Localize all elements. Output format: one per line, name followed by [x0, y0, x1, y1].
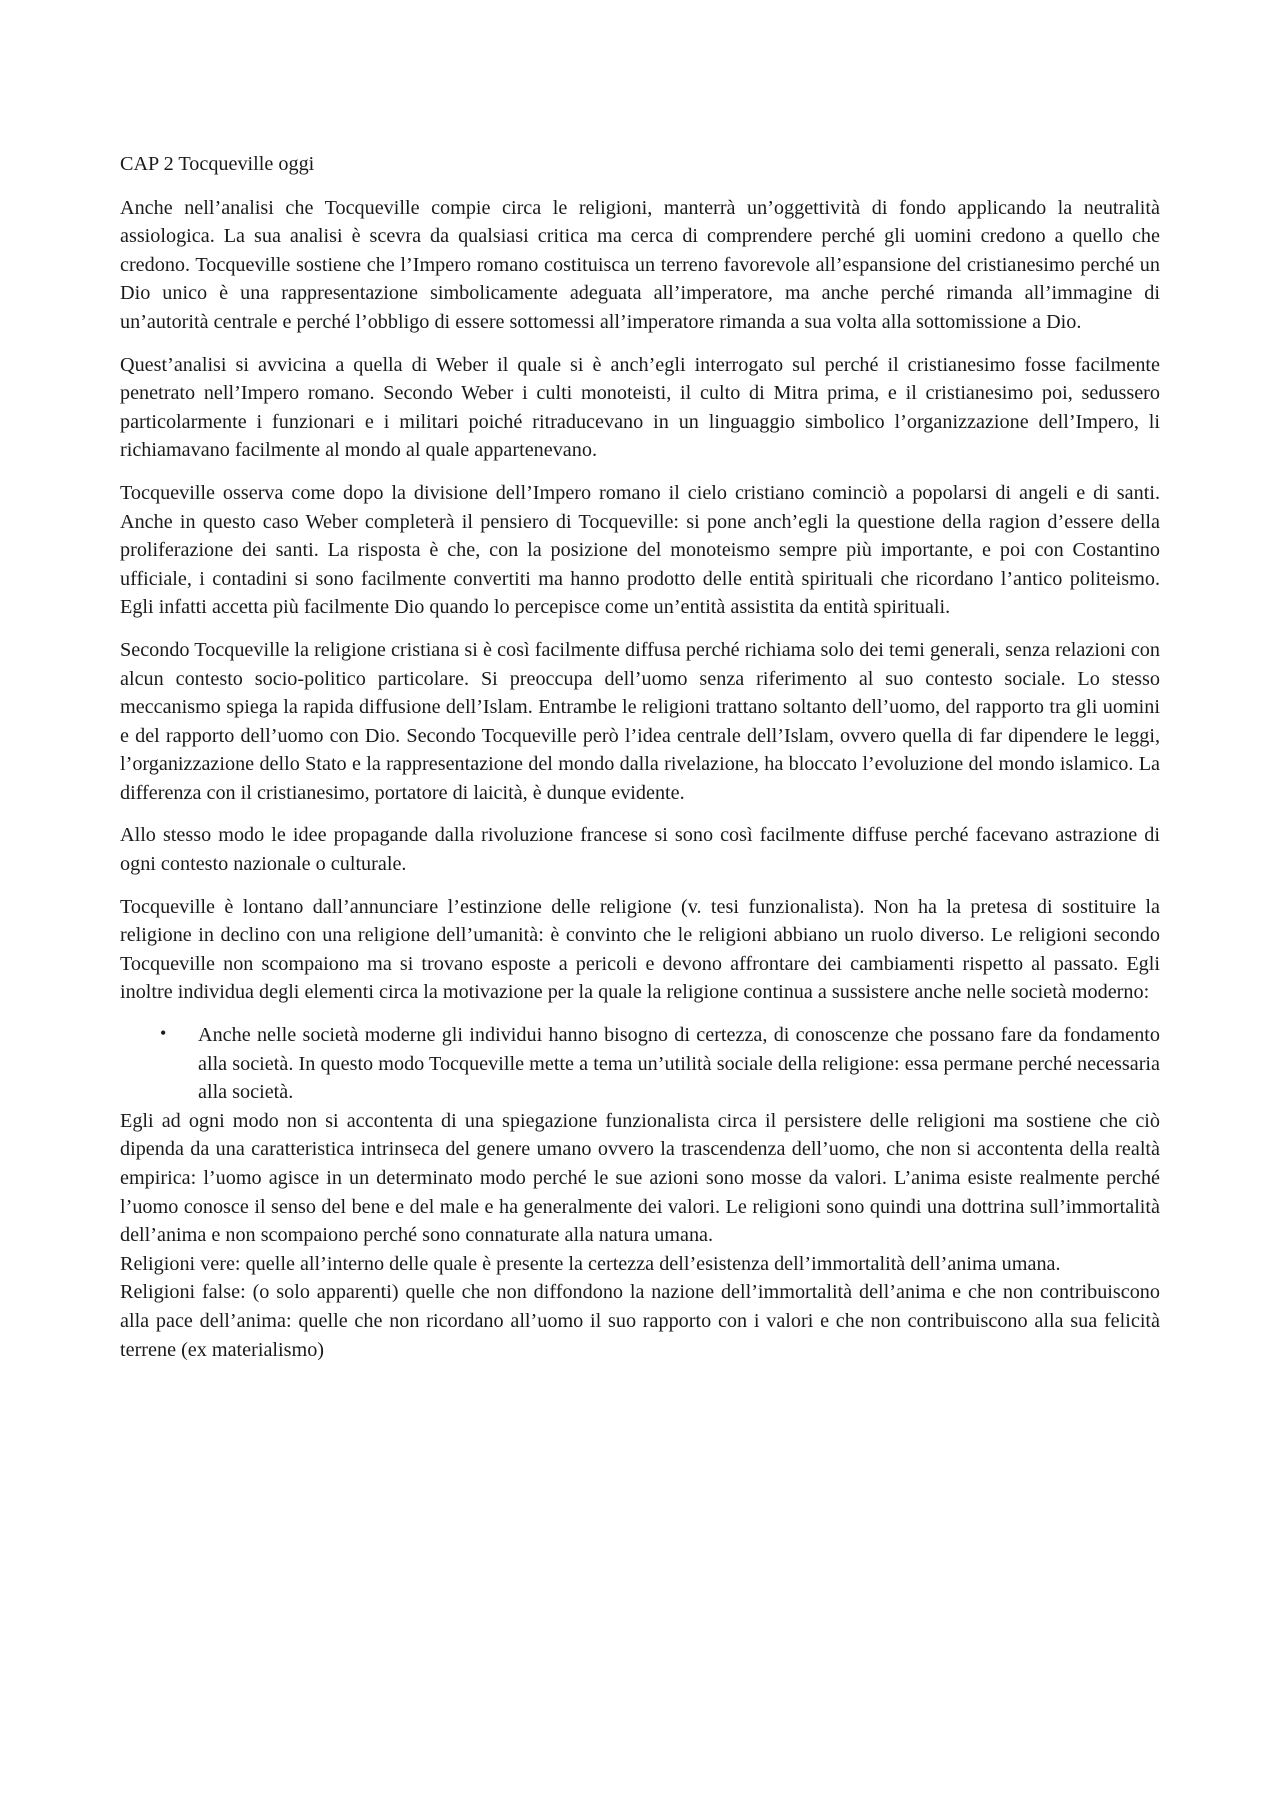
- paragraph-intro: Anche nell’analisi che Tocqueville compie circa le religioni, manterrà un’oggettività di fondo applicando la neutralità assiologica. La sua analisi è scevra da qualsiasi critica ma cerca di comprendere perché gli uomini credono a quello che credono. Tocqueville sostiene che l’Impero romano costituisca un terreno favorevole all’espansione del cristianesimo perché un Dio unico è una rappresentazione simbolicamente adeguata all’imperatore, ma anche perché rimanda all’immagine di un’autorità centrale e perché l’obbligo di essere sottomessi all’imperatore rimanda a sua volta alla sottomissione a Dio.: [120, 196, 1160, 333]
- list-item-text: Anche nelle società moderne gli individui hanno bisogno di certezza, di conoscenze che possano fare da fondamento alla società. In questo modo Tocqueville mette a tema un’utilità sociale della religione: essa permane perché necessaria alla società.: [198, 1024, 1160, 1104]
- bullet-list: [120, 1021, 1160, 1107]
- paragraph-saints: Tocqueville osserva come dopo la divisione dell’Impero romano il cielo cristiano cominciò a popolarsi di angeli e di santi. Anche in questo caso Weber completerà il pensiero di Tocqueville: si pone anch’egli la questione della ragion d’essere della proliferazione dei santi. La risposta è che, con la posizione del monoteismo sempre più importante, e poi con Costantino ufficiale, i contadini si sono facilmente convertiti ma hanno prodotto delle entità spirituali che ricordano l’antico politeismo. Egli infatti accetta più facilmente Dio quando lo percepisce come un’entità assistita da entità spirituali.: [120, 481, 1160, 619]
- paragraph-false-religions: Religioni false: (o solo apparenti) quelle che non diffondono la nazione dell’immortalità dell’anima e che non contribuiscono alla pace dell’anima: quelle che non ricordano all’uomo il suo rapporto con i valori e che non contribuiscono alla sua felicità terrene (ex materialismo): [120, 1281, 1160, 1361]
- paragraph-weber: Quest’analisi si avvicina a quella di Weber il quale si è anch’egli interrogato sul perché il cristianesimo fosse facilmente penetrato nell’Impero romano. Secondo Weber i culti monoteisti, il culto di Mitra prima, e il cristianesimo poi, sedussero particolarmente i funzionari e i militari poiché ritraducevano in un linguaggio simbolico l’organizzazione dell’Impero, li richiamavano facilmente al mondo al quale appartenevano.: [120, 353, 1160, 462]
- paragraph-transcendence: Egli ad ogni modo non si accontenta di una spiegazione funzionalista circa il persistere delle religioni ma sostiene che ciò dipenda da una caratteristica intrinseca del genere umano ovvero la trascendenza dell’uomo, che non si accontenta della realtà empirica: l’uomo agisce in un determinato modo perché le sue azioni sono mosse da valori. L’anima esiste realmente perché l’uomo conosce il senso del bene e del male e ha generalmente dei valori. Le religioni sono quindi una dottrina sull’immortalità dell’anima e non scompaiono perché sono connaturate alla natura umana.: [120, 1109, 1160, 1247]
- paragraph-christianity-islam: Secondo Tocqueville la religione cristiana si è così facilmente diffusa perché richiama solo dei temi generali, senza relazioni con alcun contesto socio-politico particolare. Si preoccupa dell’uomo senza riferimento al suo contesto sociale. Lo stesso meccanismo spiega la rapida diffusione dell’Islam. Entrambe le religioni trattano soltanto dell’uomo, del rapporto tra gli uomini e del rapporto dell’uomo con Dio. Secondo Tocqueville però l’idea centrale dell’Islam, ovvero quella di far dipendere le leggi, l’organizzazione dello Stato e la rappresentazione del mondo dalla rivelazione, ha bloccato l’evoluzione del mondo islamico. La differenza con il cristianesimo, portatore di laicità, è dunque evidente.: [120, 638, 1160, 804]
- chapter-title: CAP 2 Tocqueville oggi: [120, 153, 315, 175]
- paragraph-religion-modern: Tocqueville è lontano dall’annunciare l’estinzione delle religione (v. tesi funzionalista). Non ha la pretesa di sostituire la religione in declino con una religione dell’umanità: è convinto che le religioni abbiano un ruolo diverso. Le religioni secondo Tocqueville non scompaiono ma si trovano esposte a pericoli e devono affrontare dei cambiamenti rispetto al passato. Egli inoltre individua degli elementi circa la motivazione per la quale la religione continua a sussistere anche nelle società moderno:: [120, 895, 1160, 1004]
- list-item: [120, 1021, 1160, 1107]
- document-page: [120, 150, 1160, 1364]
- paragraph-true-religions: Religioni vere: quelle all’interno delle quale è presente la certezza dell’esistenza dell’immortalità dell’anima umana.: [120, 1252, 1061, 1275]
- paragraph-french-revolution: Allo stesso modo le idee propagande dalla rivoluzione francese si sono così facilmente diffuse perché facevano astrazione di ogni contesto nazionale o culturale.: [120, 824, 1160, 876]
- bullet-icon: •: [160, 1023, 167, 1044]
